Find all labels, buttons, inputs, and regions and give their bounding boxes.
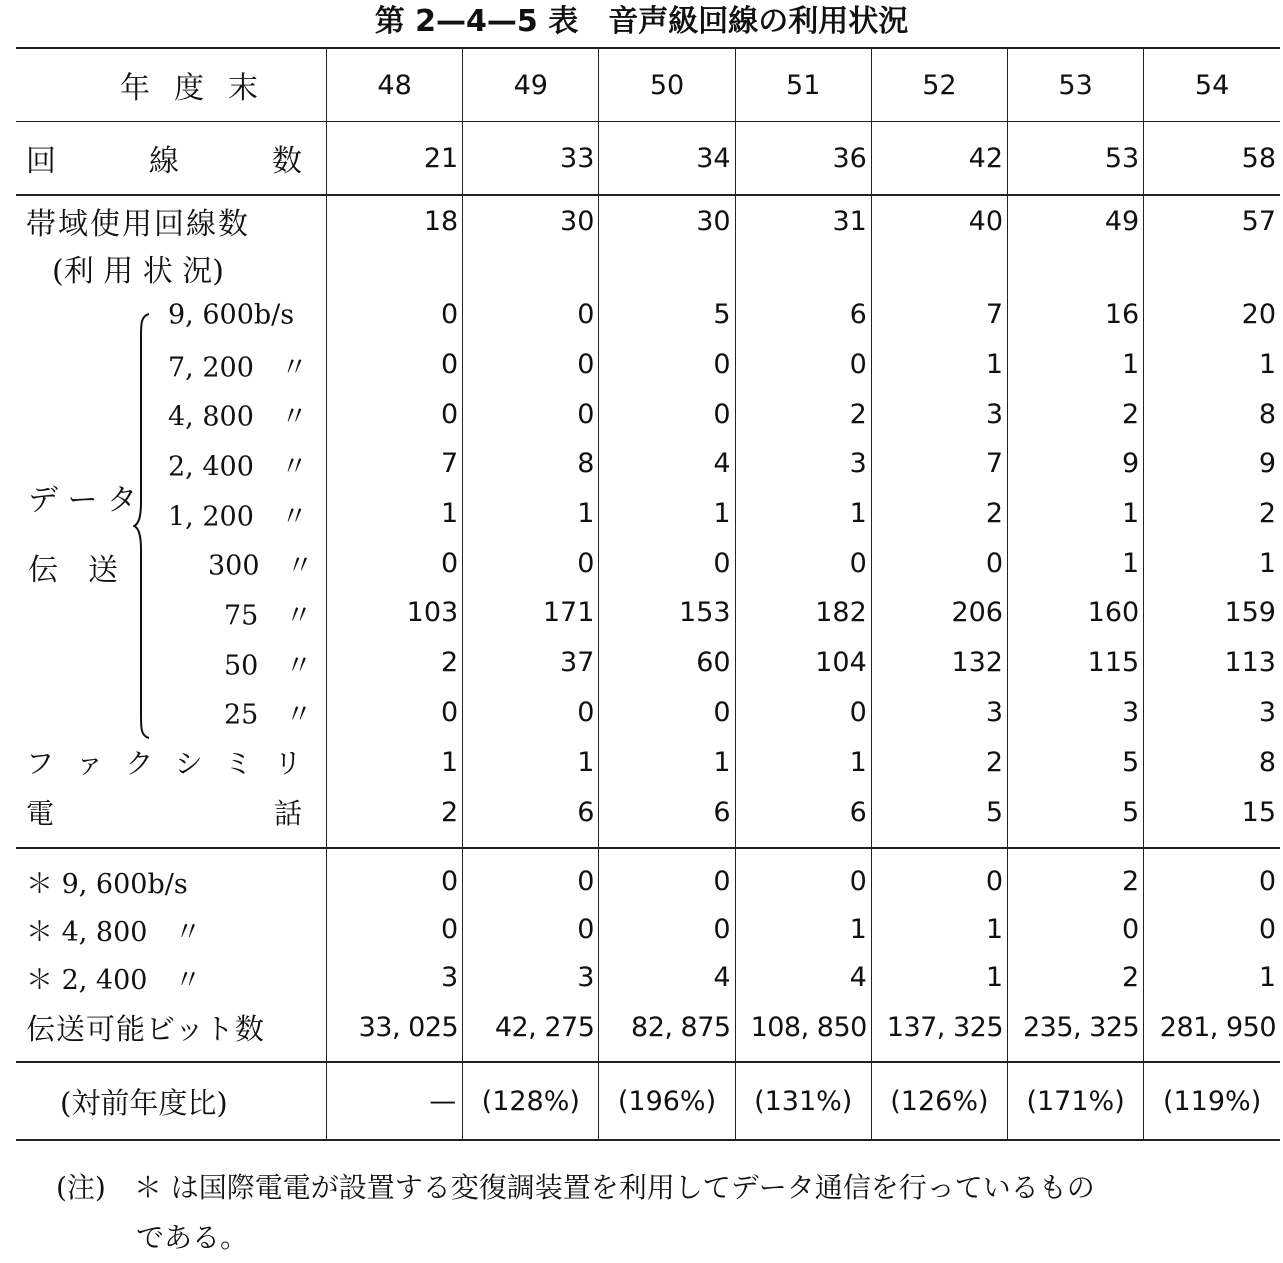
- cell: 1: [1008, 538, 1144, 588]
- cell: 82, 875: [599, 1001, 735, 1062]
- cell: 3: [1144, 688, 1280, 738]
- cell: 1: [326, 737, 462, 787]
- cell: 0: [1144, 848, 1280, 905]
- cell: 0: [326, 688, 462, 738]
- cell: 37: [463, 638, 599, 688]
- row-star: [16, 953, 1280, 1001]
- rate-label: 75 〃: [224, 600, 313, 632]
- row-label: フ ァ ク シ ミ リ: [26, 747, 302, 781]
- cell: 1: [463, 737, 599, 787]
- cell: 2: [1008, 953, 1144, 1001]
- cell: 2: [871, 489, 1007, 539]
- cell: 6: [463, 787, 599, 848]
- row-data: [16, 638, 1280, 688]
- cell: 6: [735, 290, 871, 340]
- cell: 3: [735, 439, 871, 489]
- cell: 7: [326, 439, 462, 489]
- cell: 33: [463, 122, 599, 196]
- row-data: [16, 290, 1280, 340]
- cell: 4: [599, 439, 735, 489]
- cell: 160: [1008, 588, 1144, 638]
- cell: 0: [735, 538, 871, 588]
- cell: 3: [871, 688, 1007, 738]
- cell: 2: [1008, 848, 1144, 905]
- row-star: [16, 848, 1280, 905]
- header-year: 53: [1008, 48, 1144, 122]
- cell: 104: [735, 638, 871, 688]
- row-data: [16, 389, 1280, 439]
- cell: 0: [326, 340, 462, 390]
- brace-icon: [133, 312, 151, 740]
- cell: 1: [1144, 340, 1280, 390]
- cell: 5: [871, 787, 1007, 848]
- cell: —: [326, 1062, 462, 1140]
- cell: (119%): [1144, 1062, 1280, 1140]
- footnote: [56, 1163, 1271, 1263]
- header-year: 48: [326, 48, 462, 122]
- cell: 235, 325: [1008, 1001, 1144, 1062]
- cell: 0: [326, 538, 462, 588]
- cell: 0: [1008, 905, 1144, 953]
- cell: 5: [599, 290, 735, 340]
- cell: 7: [871, 439, 1007, 489]
- voice-line-usage-table: [16, 47, 1280, 1141]
- row-label: 電 話: [16, 787, 326, 848]
- cell: 0: [326, 290, 462, 340]
- cell: 0: [599, 688, 735, 738]
- row-data: [16, 489, 1280, 539]
- header-year: 52: [871, 48, 1007, 122]
- cell: 1: [871, 905, 1007, 953]
- cell: 2: [326, 787, 462, 848]
- cell: 4: [735, 953, 871, 1001]
- cell: 49: [1008, 195, 1144, 246]
- row-label: (利 用 状 況): [52, 254, 225, 289]
- header-year: 54: [1144, 48, 1280, 122]
- cell: 0: [599, 389, 735, 439]
- cell: 8: [463, 439, 599, 489]
- rate-label: 25 〃: [224, 699, 313, 731]
- cell: 5: [1008, 737, 1144, 787]
- cell: 0: [463, 389, 599, 439]
- cell: 0: [599, 848, 735, 905]
- cell: 21: [326, 122, 462, 196]
- row-fax: [16, 737, 1280, 787]
- cell: 132: [871, 638, 1007, 688]
- header-year: 50: [599, 48, 735, 122]
- cell: 137, 325: [871, 1001, 1007, 1062]
- row-data: [16, 439, 1280, 489]
- cell: 20: [1144, 290, 1280, 340]
- cell: 33, 025: [326, 1001, 462, 1062]
- cell: 42: [871, 122, 1007, 196]
- cell: 108, 850: [735, 1001, 871, 1062]
- cell: 0: [1144, 905, 1280, 953]
- cell: 58: [1144, 122, 1280, 196]
- row-label: ＊ 2, 400 〃: [26, 964, 202, 996]
- cell: 206: [871, 588, 1007, 638]
- cell: (131%): [735, 1062, 871, 1140]
- row-telephone: [16, 787, 1280, 848]
- cell: 0: [326, 848, 462, 905]
- cell: 8: [1144, 737, 1280, 787]
- table-title: 第 2—4—5 表 音声級回線の利用状況: [374, 4, 909, 39]
- cell: (171%): [1008, 1062, 1144, 1140]
- cell: 0: [871, 848, 1007, 905]
- cell: 3: [463, 953, 599, 1001]
- cell: 34: [599, 122, 735, 196]
- cell: 1: [326, 489, 462, 539]
- cell: 2: [871, 737, 1007, 787]
- cell: 171: [463, 588, 599, 638]
- cell: 0: [463, 848, 599, 905]
- rate-label: 4, 800 〃: [168, 401, 308, 433]
- cell: 1: [735, 905, 871, 953]
- cell: 53: [1008, 122, 1144, 196]
- row-label: 伝送可能ビット数: [16, 1001, 326, 1062]
- row-label: ＊ 9, 600b/s: [26, 868, 188, 900]
- footnote-line: である。: [136, 1221, 249, 1254]
- cell: 281, 950: [1144, 1001, 1280, 1062]
- cell: 42, 275: [463, 1001, 599, 1062]
- cell: 0: [735, 340, 871, 390]
- cell: 6: [735, 787, 871, 848]
- cell: 2: [1144, 489, 1280, 539]
- cell: 159: [1144, 588, 1280, 638]
- row-label: 帯域使用回線数: [26, 207, 250, 242]
- data-group-label: 伝 送: [28, 553, 118, 588]
- row-star: [16, 905, 1280, 953]
- cell: 182: [735, 588, 871, 638]
- cell: 3: [871, 389, 1007, 439]
- cell: 0: [871, 538, 1007, 588]
- row-usage: [16, 246, 1280, 290]
- cell: 1: [735, 737, 871, 787]
- row-lines: [16, 122, 1280, 196]
- cell: (126%): [871, 1062, 1007, 1140]
- cell: 0: [463, 905, 599, 953]
- cell: 1: [871, 953, 1007, 1001]
- cell: 57: [1144, 195, 1280, 246]
- row-data: [16, 340, 1280, 390]
- cell: 2: [1008, 389, 1144, 439]
- row-label: 回 線 数: [16, 122, 326, 196]
- cell: 0: [599, 340, 735, 390]
- cell: 0: [735, 688, 871, 738]
- cell: 113: [1144, 638, 1280, 688]
- cell: 2: [326, 638, 462, 688]
- rate-label: 300 〃: [208, 550, 314, 582]
- cell: 30: [599, 195, 735, 246]
- cell: 0: [326, 389, 462, 439]
- cell: 60: [599, 638, 735, 688]
- cell: 8: [1144, 389, 1280, 439]
- row-band: [16, 195, 1280, 246]
- cell: 1: [599, 489, 735, 539]
- cell: 5: [1008, 787, 1144, 848]
- cell: 9: [1144, 439, 1280, 489]
- cell: 0: [599, 538, 735, 588]
- rate-label: 50 〃: [224, 650, 313, 682]
- cell: 0: [463, 538, 599, 588]
- cell: 7: [871, 290, 1007, 340]
- cell: 15: [1144, 787, 1280, 848]
- footnote-line: (注) ＊ は国際電電が設置する変復調装置を利用してデータ通信を行っているもの: [56, 1171, 1095, 1204]
- cell: 9: [1008, 439, 1144, 489]
- cell: 3: [326, 953, 462, 1001]
- rate-label: 7, 200 〃: [168, 352, 308, 384]
- row-transmittable-bits: [16, 1001, 1280, 1062]
- header-year: 51: [735, 48, 871, 122]
- rate-label: 2, 400 〃: [168, 451, 308, 483]
- cell: 6: [599, 787, 735, 848]
- cell: 0: [326, 905, 462, 953]
- data-group-label: デ ー タ: [28, 483, 138, 518]
- cell: 1: [1144, 538, 1280, 588]
- cell: 103: [326, 588, 462, 638]
- cell: 1: [463, 489, 599, 539]
- cell: 1: [735, 489, 871, 539]
- cell: 1: [1008, 340, 1144, 390]
- header-label: 年度末: [16, 48, 326, 122]
- cell: 0: [735, 848, 871, 905]
- header-year: 49: [463, 48, 599, 122]
- cell: 4: [599, 953, 735, 1001]
- cell: 2: [735, 389, 871, 439]
- cell: 0: [463, 688, 599, 738]
- cell: 3: [1008, 688, 1144, 738]
- cell: (196%): [599, 1062, 735, 1140]
- cell: 1: [599, 737, 735, 787]
- cell: 1: [871, 340, 1007, 390]
- cell: (128%): [463, 1062, 599, 1140]
- row-data: [16, 688, 1280, 738]
- row-yoy-ratio: [16, 1062, 1280, 1140]
- cell: 115: [1008, 638, 1144, 688]
- cell: 0: [463, 290, 599, 340]
- cell: 0: [599, 905, 735, 953]
- cell: 30: [463, 195, 599, 246]
- rate-label: 1, 200 〃: [168, 501, 308, 533]
- row-data: [16, 588, 1280, 638]
- cell: 18: [326, 195, 462, 246]
- row-data: [16, 538, 1280, 588]
- row-label: ＊ 4, 800 〃: [26, 916, 202, 948]
- header-row: [16, 48, 1280, 122]
- row-label: (対前年度比): [16, 1062, 326, 1140]
- cell: 31: [735, 195, 871, 246]
- cell: 153: [599, 588, 735, 638]
- cell: 1: [1144, 953, 1280, 1001]
- cell: 40: [871, 195, 1007, 246]
- cell: 1: [1008, 489, 1144, 539]
- cell: 36: [735, 122, 871, 196]
- rate-label: 9, 600b/s: [168, 299, 295, 331]
- cell: 16: [1008, 290, 1144, 340]
- cell: 0: [463, 340, 599, 390]
